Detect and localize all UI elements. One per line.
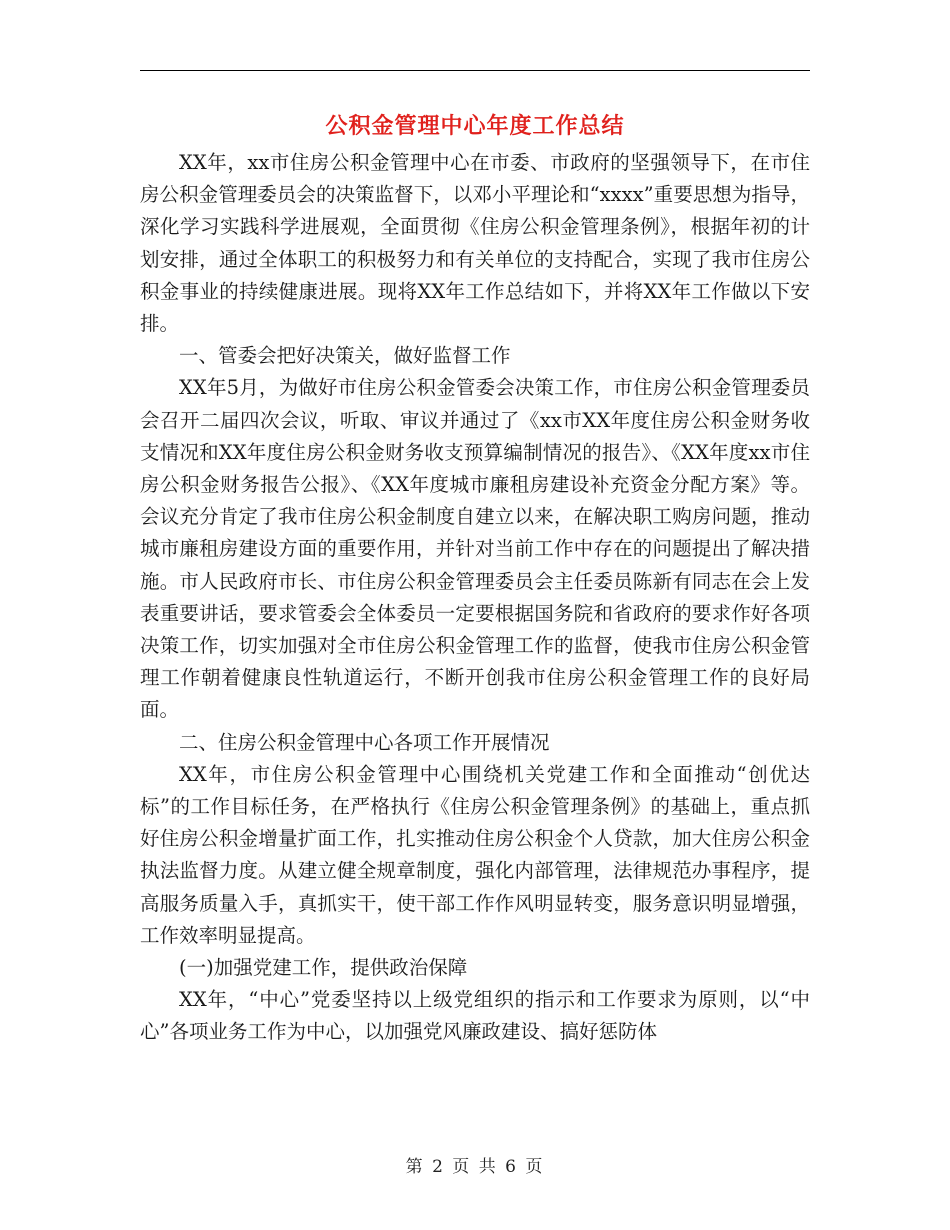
paragraph-center-work: XX年，市住房公积金管理中心围绕机关党建工作和全面推动“创优达标”的工作目标任务，在严格执行《住房公积金管理条例》的基础上，重点抓好住房公积金增量扩面工作，扎实推动住房公积金个人贷款，加大住房公积金执法监督力度。从建立健全规章制度，强化内部管理，法律规范办事程序，提高服务质量入手，真抓实干，使干部工作作风明显转变，服务意识明显增强，工作效率明显提高。: [140, 762, 810, 947]
document-title: 公积金管理中心年度工作总结: [325, 113, 625, 139]
section-heading-2: 二、住房公积金管理中心各项工作开展情况: [179, 730, 550, 754]
section-heading-1: 一、管委会把好决策关，做好监督工作: [179, 344, 511, 368]
document-body: [140, 147, 810, 1049]
subsection-heading-1: (一)加强党建工作，提供政治保障: [179, 956, 468, 980]
paragraph-party-building: XX年，“中心”党委坚持以上级党组织的指示和工作要求为原则，以“中心”各项业务工作为中心，以加强党风廉政建设、搞好惩防体: [140, 988, 810, 1044]
paragraph-committee: XX年5月，为做好市住房公积金管委会决策工作，市住房公积金管理委员会召开二届四次会议，听取、审议并通过了《xx市XX年度住房公积金财务收支情况和XX年度住房公积金财务收支预算编制情况的报告》、《XX年度xx市住房公积金财务报告公报》、《XX年度城市廉租房建设补充资金分配方案》等。会议充分肯定了我市住房公积金制度自建立以来，在解决职工购房问题，推动城市廉租房建设方面的重要作用，并针对当前工作中存在的问题提出了解决措施。市人民政府市长、市住房公积金管理委员会主任委员陈新有同志在会上发表重要讲话，要求管委会全体委员一定要根据国务院和省政府的要求作好各项决策工作，切实加强对全市住房公积金管理工作的监督，使我市住房公积金管理工作朝着健康良性轨道运行，不断开创我市住房公积金管理工作的良好局面。: [140, 376, 810, 722]
header-rule: [140, 70, 810, 71]
page-footer: 第 2 页 共 6 页: [405, 1157, 545, 1177]
paragraph-intro: XX年，xx市住房公积金管理中心在市委、市政府的坚强领导下，在市住房公积金管理委员会的决策监督下，以邓小平理论和“xxxx”重要思想为指导，深化学习实践科学进展观，全面贯彻《住房公积金管理条例》，根据年初的计划安排，通过全体职工的积极努力和有关单位的支持配合，实现了我市住房公积金事业的持续健康进展。现将XX年工作总结如下，并将XX年工作做以下安排。: [140, 151, 810, 336]
